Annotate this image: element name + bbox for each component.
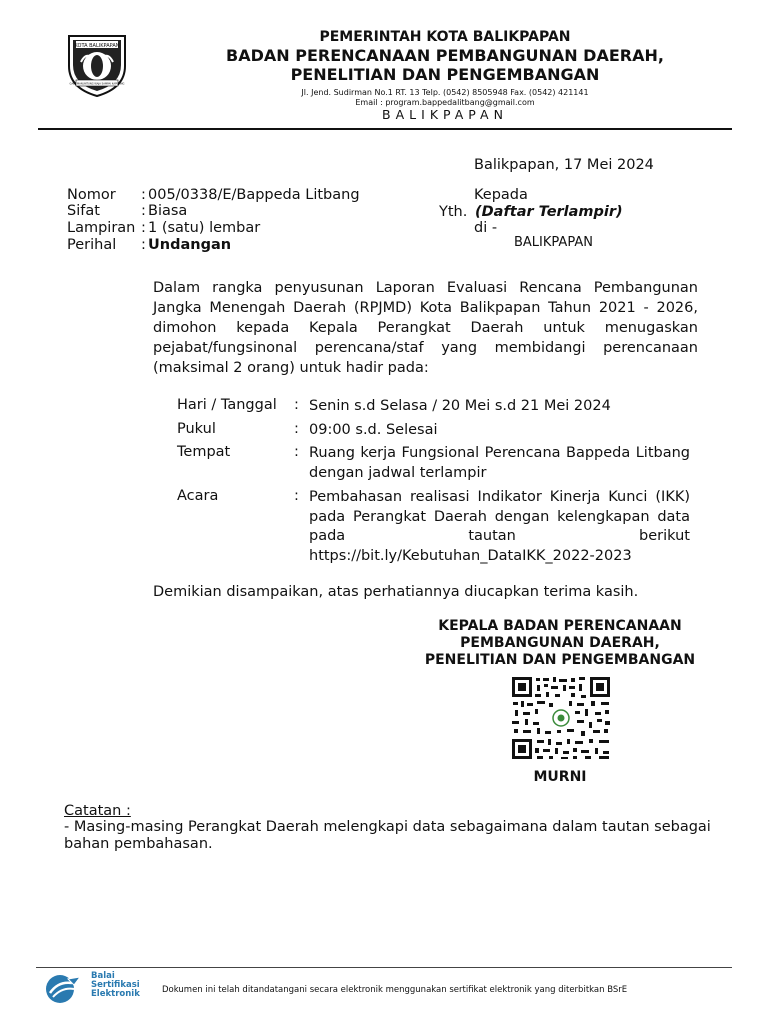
signatory-title-line1: KEPALA BADAN PERENCANAAN: [438, 618, 682, 634]
recipient-place: BALIKPAPAN: [514, 235, 593, 250]
bsre-line2: Sertifikasi: [91, 980, 140, 990]
footer-divider: [36, 967, 732, 968]
agency-name: [200, 46, 690, 84]
meta-value-lampiran: 1 (satu) lembar: [148, 220, 261, 236]
detail-value-place: Ruang kerja Fungsional Perencana Bappeda Litbang dengan jadwal terlampir: [309, 445, 690, 481]
meta-label-lampiran: Lampiran: [67, 220, 136, 236]
meta-colon: :: [141, 187, 146, 203]
detail-colon: :: [294, 444, 299, 460]
letterhead-city: BALIKPAPAN: [382, 107, 508, 122]
signatory-title: [400, 618, 720, 669]
bsre-line3: Elektronik: [91, 989, 140, 999]
recipient-to: Kepada: [474, 187, 528, 203]
city-emblem-icon: [64, 30, 130, 98]
meta-colon: :: [141, 237, 146, 253]
detail-label-time: Pukul: [177, 421, 216, 437]
agency-name-line1: BADAN PERENCANAAN PEMBANGUNAN DAERAH,: [226, 46, 664, 65]
footer-disclaimer: Dokumen ini telah ditandatangani secara elektronik menggunakan sertifikat elektronik yang diterbitkan BSrE: [162, 985, 628, 995]
detail-colon: :: [294, 397, 299, 413]
meta-label-sifat: Sifat: [67, 203, 100, 219]
signatory-title-line3: PENELITIAN DAN PENGEMBANGAN: [424, 652, 696, 668]
emblem-top-text: KOTA BALIKPAPAN: [74, 43, 120, 49]
bsre-name: [91, 972, 140, 999]
letter-date: Balikpapan, 17 Mei 2024: [474, 157, 654, 173]
bsre-logo-icon: [44, 973, 88, 1009]
recipient-yth: Yth.: [439, 204, 468, 220]
meta-label-perihal: Perihal: [67, 237, 117, 253]
intro-paragraph: Dalam rangka penyusunan Laporan Evaluasi Rencana Pembangunan Jangka Menengah Daerah (RPJMD) Kota Balikpapan Tahun 2021 - 2026, dimohon kepada Kepala Perangkat Daerah untuk menugaskan pejabat/fungsinonal perencana/staf yang membidangi perencanaan (maksimal 2 orang) untuk hadir pada:: [153, 280, 698, 376]
signatory-name: MURNI: [533, 769, 587, 785]
meta-label-nomor: Nomor: [67, 187, 116, 203]
recipient-di: di -: [474, 220, 498, 236]
agency-name-line2: PENELITIAN DAN PENGEMBANGAN: [290, 65, 600, 84]
note-title: Catatan :: [64, 803, 131, 819]
detail-value-time: 09:00 s.d. Selesai: [309, 422, 438, 438]
meta-colon: :: [141, 203, 146, 219]
detail-label-date: Hari / Tanggal: [177, 397, 277, 413]
meta-value-nomor: 005/0338/E/Bappeda Litbang: [148, 187, 360, 203]
note-text: - Masing-masing Perangkat Daerah melengkapi data sebagaimana dalam tautan sebagai bahan pembahasan.: [64, 819, 711, 852]
agency-address: [200, 88, 690, 108]
meta-value-perihal: Undangan: [148, 237, 232, 253]
detail-label-place: Tempat: [177, 444, 231, 460]
meta-value-sifat: Biasa: [148, 203, 188, 219]
emblem-motto-text: GAWI MANUNTUNG WAJA SAMPAI KAPUTING: [69, 82, 125, 86]
detail-colon: :: [294, 421, 299, 437]
letterhead-divider: [38, 128, 732, 130]
detail-value-date: Senin s.d Selasa / 20 Mei s.d 21 Mei 2024: [309, 398, 611, 414]
detail-value-agenda: Pembahasan realisasi Indikator Kinerja Kunci (IKK) pada Perangkat Daerah dengan kelengkapan data pada tautan berikut https://bit.ly/Kebutuhan_DataIKK_2022-2023: [309, 489, 690, 564]
closing-sentence: Demikian disampaikan, atas perhatiannya diucapkan terima kasih.: [153, 584, 639, 600]
signature-qr-code-icon: [511, 676, 611, 764]
recipient-name: (Daftar Terlampir): [475, 204, 623, 220]
address-line: Jl. Jend. Sudirman No.1 RT. 13 Telp. (0542) 8505948 Fax. (0542) 421141: [301, 88, 589, 97]
detail-colon: :: [294, 488, 299, 504]
government-name: PEMERINTAH KOTA BALIKPAPAN: [319, 29, 571, 45]
detail-label-agenda: Acara: [177, 488, 219, 504]
signatory-title-line2: PEMBANGUNAN DAERAH,: [460, 635, 660, 651]
meta-colon: :: [141, 220, 146, 236]
bsre-line1: Balai: [91, 971, 115, 981]
email-line: Email : program.bappedalitbang@gmail.com: [355, 98, 535, 107]
